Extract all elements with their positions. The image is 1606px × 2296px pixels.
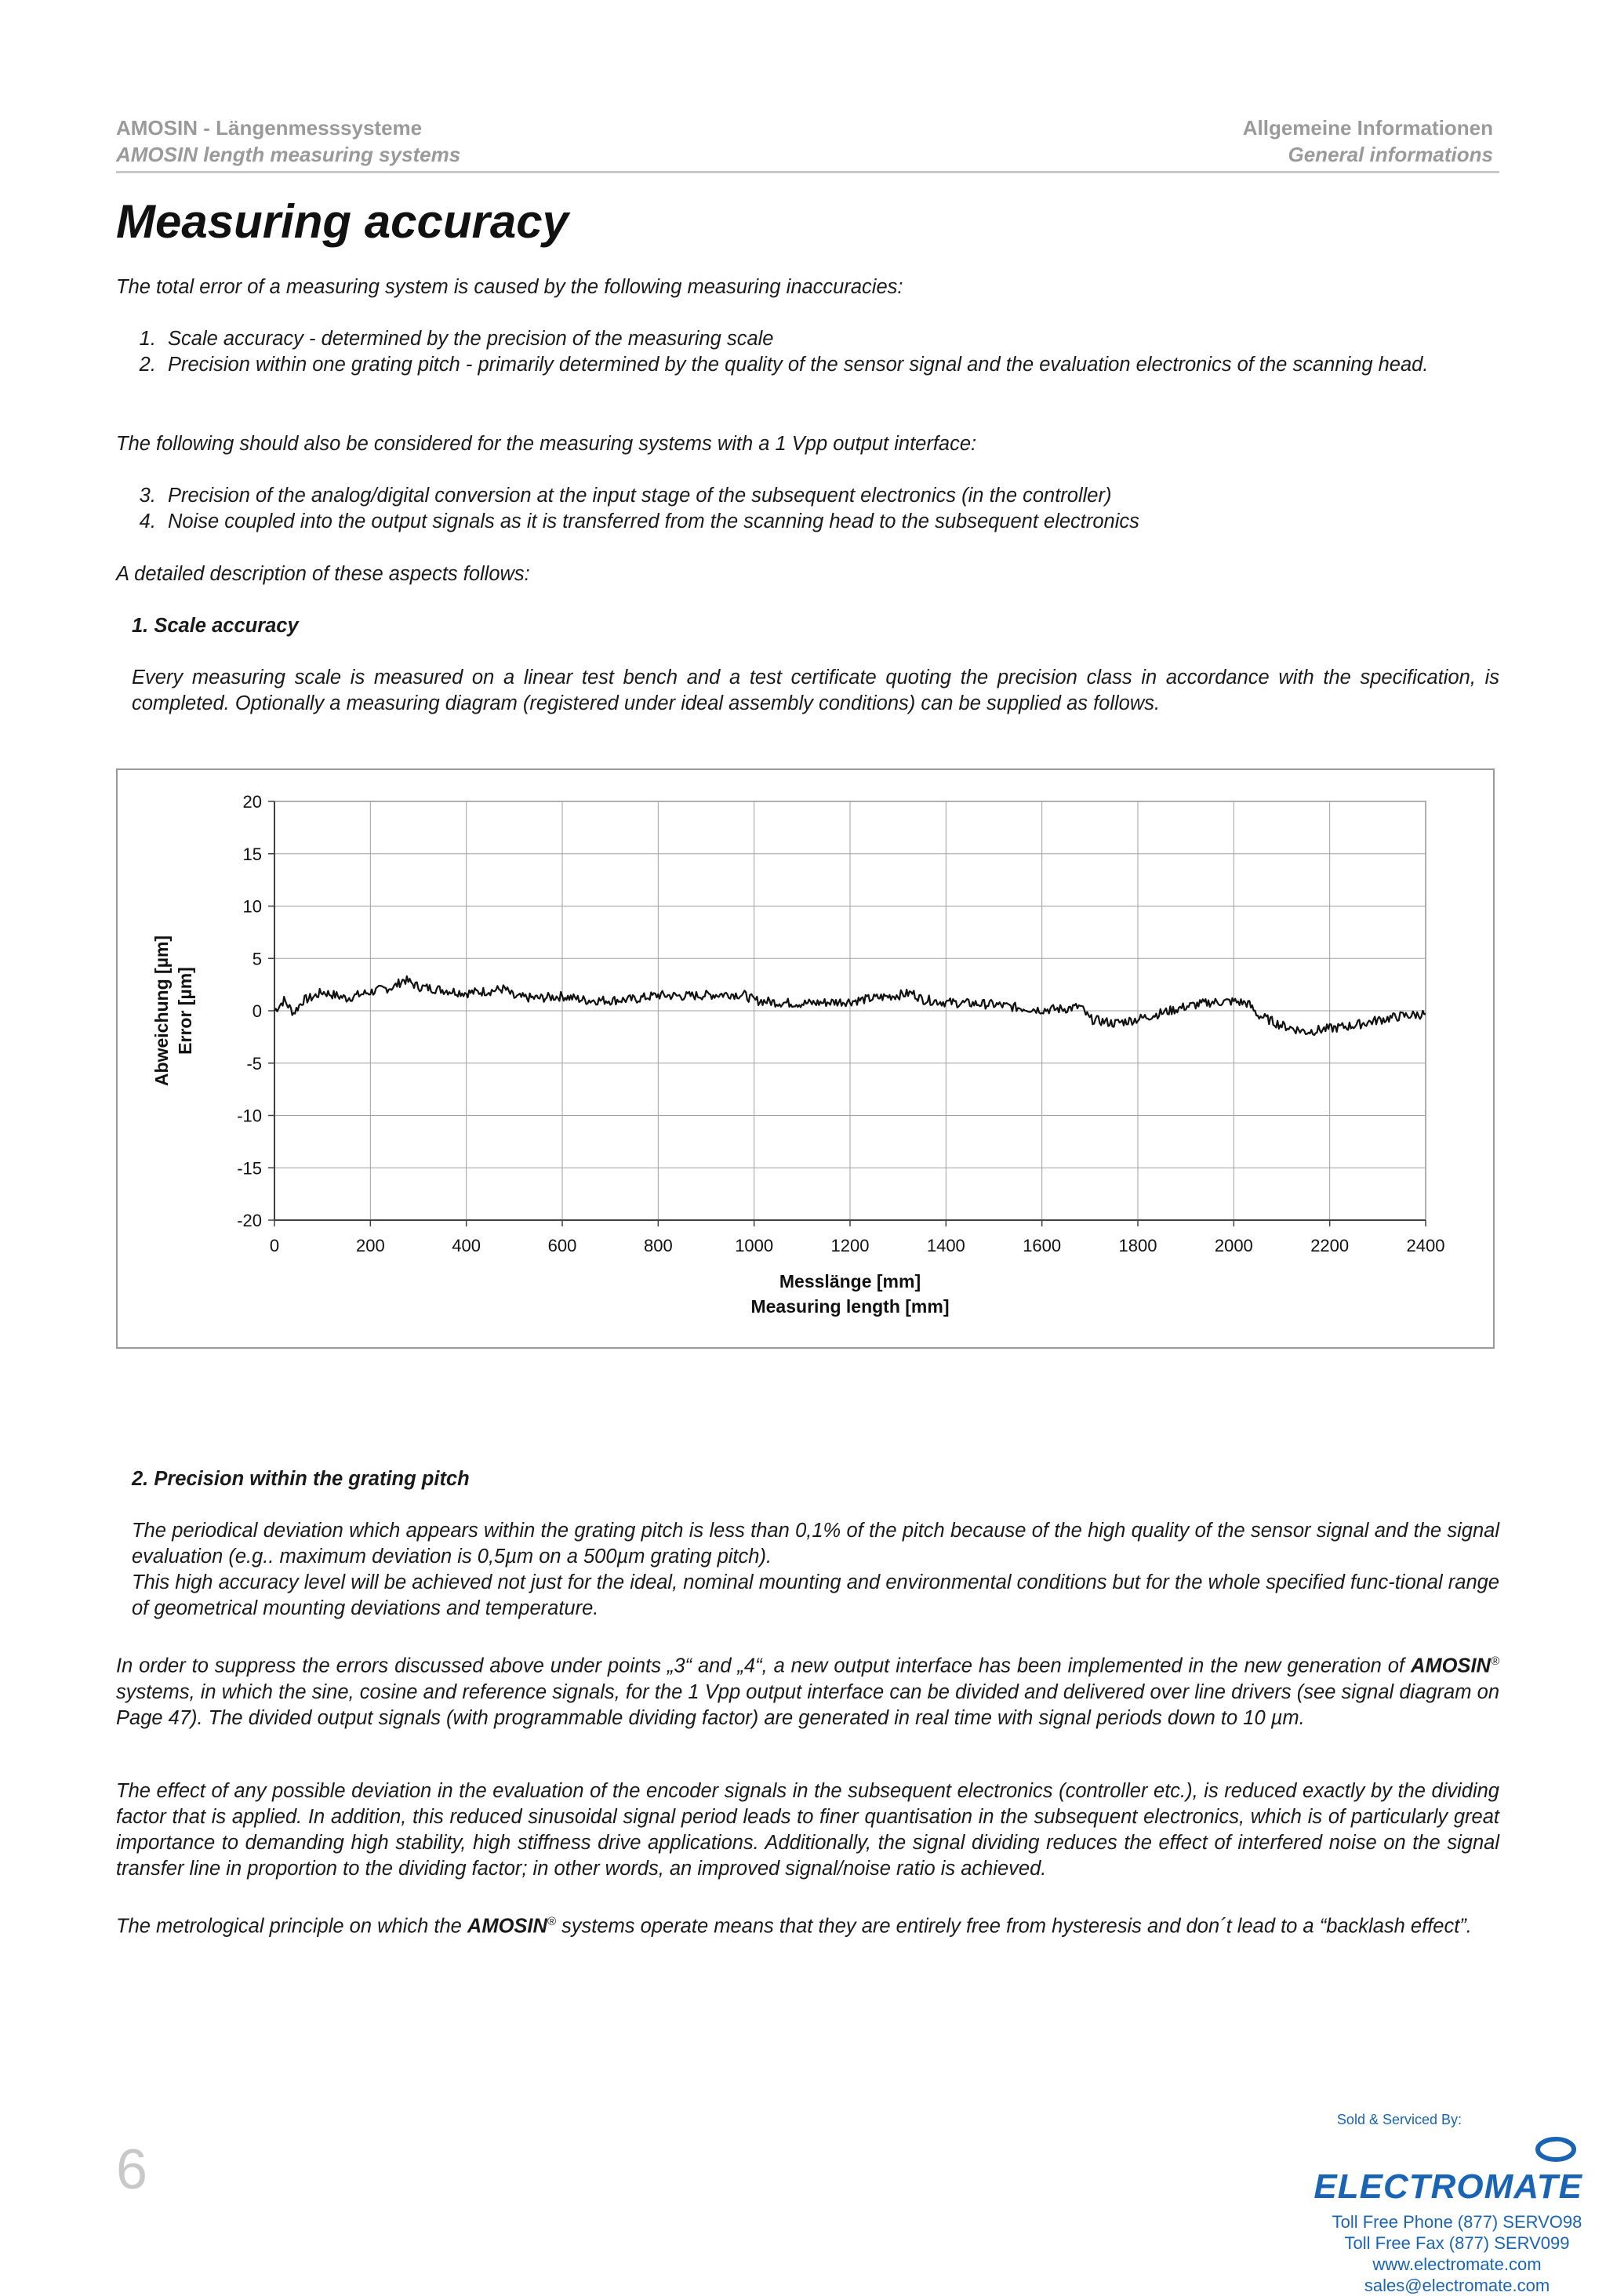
brand-name: AMOSIN <box>467 1915 547 1938</box>
section2-paragraph-1: The periodical deviation which appears within the grating pitch is less than 0,1% of the pitch because of the high quality of the sensor signal and the signal evaluation (e.g.. maximum deviation is 0,5µm on a 500µm grating pitch). <box>132 1520 1499 1568</box>
intro-text: The total error of a measuring system is caused by the following measuring inaccuracies: <box>116 276 903 298</box>
accuracy-chart <box>118 770 1493 1347</box>
y-tick-label: -10 <box>237 1106 262 1126</box>
distributor-name: ELECTROMATE <box>1314 2167 1582 2206</box>
error-list-2 <box>116 483 1499 535</box>
header-right <box>1243 114 1493 168</box>
y-tick-label: -20 <box>237 1211 262 1230</box>
detail-intro-text: A detailed description of these aspects follows: <box>116 563 530 585</box>
interface-paragraph <box>116 1648 1499 1731</box>
page-number: 6 <box>116 2138 148 2201</box>
list-item: 3. Precision of the analog/digital conversion at the input stage of the subsequent electronics (in the controller) <box>162 483 1499 509</box>
fax-number: Toll Free Fax (877) SERV099 <box>1344 2233 1570 2253</box>
sold-by-label: Sold & Serviced By: <box>1336 2112 1462 2127</box>
header-left <box>116 114 460 168</box>
electromate-swirl-icon <box>1535 2135 1576 2163</box>
x-tick-label: 1800 <box>1118 1236 1157 1255</box>
section2-body <box>132 1518 1499 1622</box>
registered-mark: ® <box>547 1915 556 1928</box>
x-tick-label: 200 <box>355 1236 385 1255</box>
x-tick-label: 800 <box>643 1236 673 1255</box>
header-section-de: Allgemeine Informationen <box>1242 116 1493 140</box>
email-link[interactable]: sales@electromate.com <box>1364 2276 1550 2295</box>
x-tick-label: 2000 <box>1214 1236 1253 1255</box>
principle-text-post: systems operate means that they are entirely free from hysteresis and don´t lead to a “backlash effect”. <box>555 1915 1472 1938</box>
section1-body: Every measuring scale is measured on a linear test bench and a test certificate quoting the precision class in accordance with the specification, is completed. Optionally a measuring diagram (registered under ideal assembly conditions) can be supplied as follows. <box>132 667 1499 714</box>
page-title: Measuring accuracy <box>116 195 569 248</box>
contact-block <box>1300 2211 1582 2296</box>
y-tick-label: 5 <box>252 949 262 969</box>
vpp-intro-text: The following should also be considered for the measuring systems with a 1 Vpp output interface: <box>116 433 977 455</box>
x-tick-label: 1400 <box>926 1236 965 1255</box>
x-tick-label: 1600 <box>1023 1236 1062 1255</box>
x-tick-label: 1200 <box>830 1236 870 1255</box>
effect-paragraph: The effect of any possible deviation in the evaluation of the encoder signals in the subsequent electronics (controller etc.), is reduced exactly by the dividing factor that is applied. In addition, this reduced sinusoidal signal period leads to finer quantisation in the subsequent electronics, which is of particularly great importance to demanding high stability, high stiffness drive applications. Additionally, the signal dividing reduces the effect of interfered noise on the signal transfer line in proportion to the dividing factor; in other words, an improved signal/noise ratio is achieved. <box>116 1780 1499 1880</box>
y-tick-label: -15 <box>237 1158 262 1179</box>
principle-paragraph <box>116 1909 1499 1940</box>
y-axis-label-de: Abweichung [µm] <box>151 935 172 1087</box>
y-tick-label: -5 <box>246 1053 262 1074</box>
error-list-1 <box>116 326 1499 378</box>
x-tick-label: 2400 <box>1406 1236 1445 1255</box>
x-tick-label: 1000 <box>735 1236 774 1255</box>
x-axis-label-en: Measuring length [mm] <box>750 1296 950 1317</box>
phone-number: Toll Free Phone (877) SERVO98 <box>1332 2212 1582 2232</box>
x-axis-label-de: Messlänge [mm] <box>779 1271 921 1292</box>
header-title-en: AMOSIN length measuring systems <box>116 143 461 166</box>
y-tick-label: 0 <box>252 1001 262 1021</box>
y-tick-label: 20 <box>242 792 262 812</box>
section2-paragraph-2: This high accuracy level will be achieved not just for the ideal, nominal mounting and environmental conditions but for the whole specified func-tional range of geometrical mounting deviations and temperature. <box>132 1571 1499 1619</box>
website-link[interactable]: www.electromate.com <box>1372 2254 1542 2274</box>
y-axis-label-en: Error [µm] <box>175 967 195 1055</box>
header-title-de: AMOSIN - Längenmesssysteme <box>116 116 423 140</box>
header-divider <box>116 171 1499 173</box>
registered-mark: ® <box>1490 1655 1499 1668</box>
y-tick-label: 15 <box>242 844 262 864</box>
brand-name: AMOSIN <box>1410 1655 1491 1677</box>
list-item: 4. Noise coupled into the output signals as it is transferred from the scanning head to the subsequent electronics <box>162 509 1499 535</box>
principle-text-pre: The metrological principle on which the <box>116 1915 467 1938</box>
x-tick-label: 400 <box>452 1236 481 1255</box>
section1-heading: 1. Scale accuracy <box>132 615 299 637</box>
y-tick-label: 10 <box>242 896 262 917</box>
x-tick-label: 600 <box>547 1236 577 1255</box>
interface-text-pre: In order to suppress the errors discussed above under points „3“ and „4“, a new output interface has been implemented in the new generation of <box>116 1655 1411 1677</box>
interface-text-post: systems, in which the sine, cosine and reference signals, for the 1 Vpp output interface can be divided and delivered over line drivers (see signal diagram on Page 47). The divided output signals (with programmable dividing factor) are generated in real time with signal periods down to 10 µm. <box>116 1680 1499 1729</box>
distributor-footer <box>1300 2111 1582 2296</box>
accuracy-chart-frame <box>116 768 1495 1349</box>
list-item: 2. Precision within one grating pitch - primarily determined by the quality of the sensor signal and the evaluation electronics of the scanning head. <box>162 352 1499 378</box>
x-tick-label: 0 <box>269 1236 280 1255</box>
distributor-logo <box>1300 2128 1582 2207</box>
x-tick-label: 2200 <box>1310 1236 1350 1255</box>
section2-heading: 2. Precision within the grating pitch <box>132 1468 470 1490</box>
list-item: 1. Scale accuracy - determined by the precision of the measuring scale <box>162 326 1499 352</box>
header-section-en: General informations <box>1288 143 1493 166</box>
